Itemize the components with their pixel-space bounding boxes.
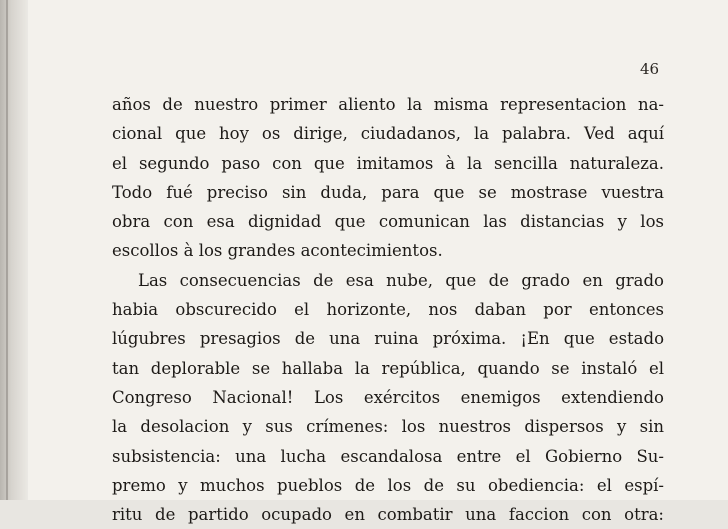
- text-line: lúgubres presagios de una ruina próxima. ¡En que estado: [112, 329, 664, 349]
- paragraph-2: [112, 266, 664, 529]
- text-line: Congreso Nacional! Los exércitos enemigos extendiendo: [112, 387, 664, 407]
- text-line: habia obscurecido el horizonte, nos daban por entonces: [112, 300, 664, 320]
- text-line: premo y muchos pueblos de los de su obediencia: el espí-: [112, 475, 664, 495]
- text-line: escollos à los grandes acontecimientos.: [112, 241, 443, 261]
- paragraph-1: [112, 90, 664, 266]
- text-line: cional que hoy os dirige, ciudadanos, la palabra. Ved aquí: [112, 124, 664, 144]
- text-line: años de nuestro primer aliento la misma representacion na-: [112, 95, 664, 114]
- text-line: ritu de partido ocupado en combatir una faccion con otra:: [112, 505, 664, 525]
- text-line: Las consecuencias de esa nube, que de grado en grado: [138, 270, 664, 290]
- text-line: la desolacion y sus crímenes: los nuestros dispersos y sin: [112, 417, 664, 437]
- text-line: el segundo paso con que imitamos à la sencilla naturaleza.: [112, 153, 664, 173]
- text-line: tan deplorable se hallaba la república, quando se instaló el: [112, 358, 664, 378]
- text-line: subsistencia: una lucha escandalosa entre el Gobierno Su-: [112, 446, 664, 466]
- body-text: [112, 90, 664, 529]
- binding-shadow: [6, 0, 8, 500]
- text-line: obra con esa dignidad que comunican las distancias y los: [112, 212, 664, 232]
- page-number: 46: [640, 60, 660, 78]
- page-gutter: [0, 0, 28, 500]
- text-line: Todo fué preciso sin duda, para que se mostrase vuestra: [112, 182, 664, 202]
